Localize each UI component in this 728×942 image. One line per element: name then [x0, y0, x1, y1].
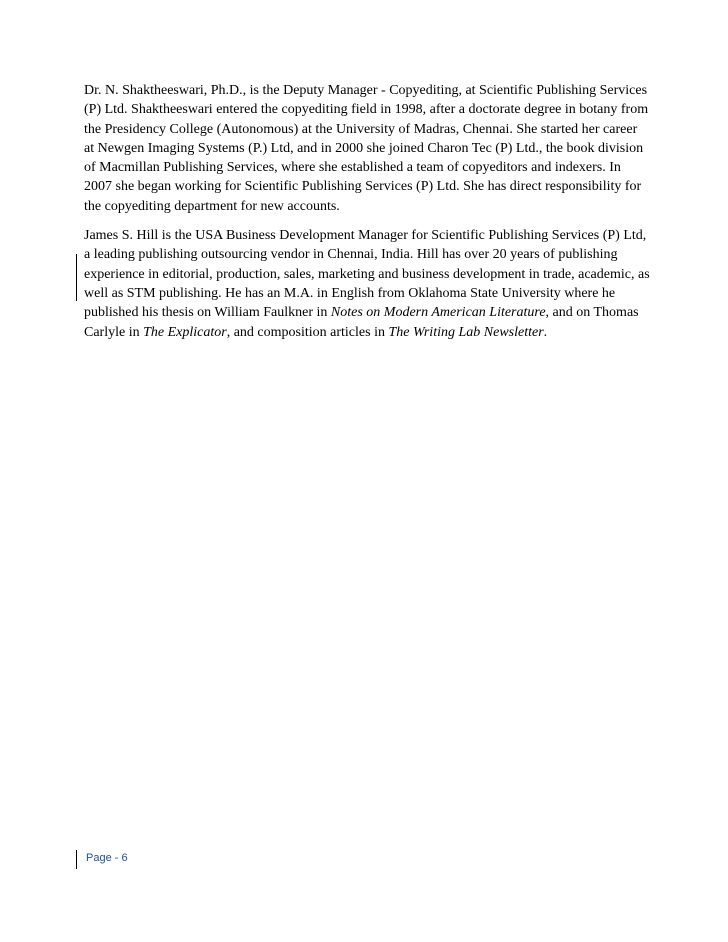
- bio-paragraph-hill: [84, 226, 650, 342]
- journal-title-notes: Notes on Modern American Literature: [330, 305, 546, 321]
- page-number: Page - 6: [86, 852, 128, 864]
- bio-hill-text-1: James S. Hill is the USA Business Development Manager for Scientific Publishing Services (P) Ltd, a leading publishing outsourcing vendor in Chennai, India. Hill has over 20 years of publishing experience in editorial, production, sales, marketing and business development in trade, academic, as well as STM publishing. He has an M.A. in English from Oklahoma State University where he published his thesis on William Faulkner in: [84, 228, 650, 321]
- document-body: [84, 81, 650, 352]
- bio-paragraph-shaktheeswari: Dr. N. Shaktheeswari, Ph.D., is the Deputy Manager - Copyediting, at Scientific Publishing Services (P) Ltd. Shaktheeswari entered the copyediting field in 1998, after a doctorate degree in botany from the Presidency College (Autonomous) at the University of Madras, Chennai. She started her career at Newgen Imaging Systems (P.) Ltd, and in 2000 she joined Charon Tec (P) Ltd., the book division of Macmillan Publishing Services, where she established a team of copyeditors and indexers. In 2007 she began working for Scientific Publishing Services (P) Ltd. She has direct responsibility for the copyediting department for new accounts.: [84, 83, 649, 214]
- footer-change-bar: [76, 850, 77, 869]
- bio-hill-text-3: , and composition articles in: [226, 324, 389, 340]
- revision-change-bar: [76, 254, 77, 301]
- journal-title-writing-lab: The Writing Lab Newsletter: [388, 324, 544, 340]
- bio-hill-text-2: , and on Thomas Carlyle in: [84, 305, 639, 340]
- bio-hill-text-4: .: [543, 324, 548, 340]
- journal-title-explicator: The Explicator: [143, 324, 227, 340]
